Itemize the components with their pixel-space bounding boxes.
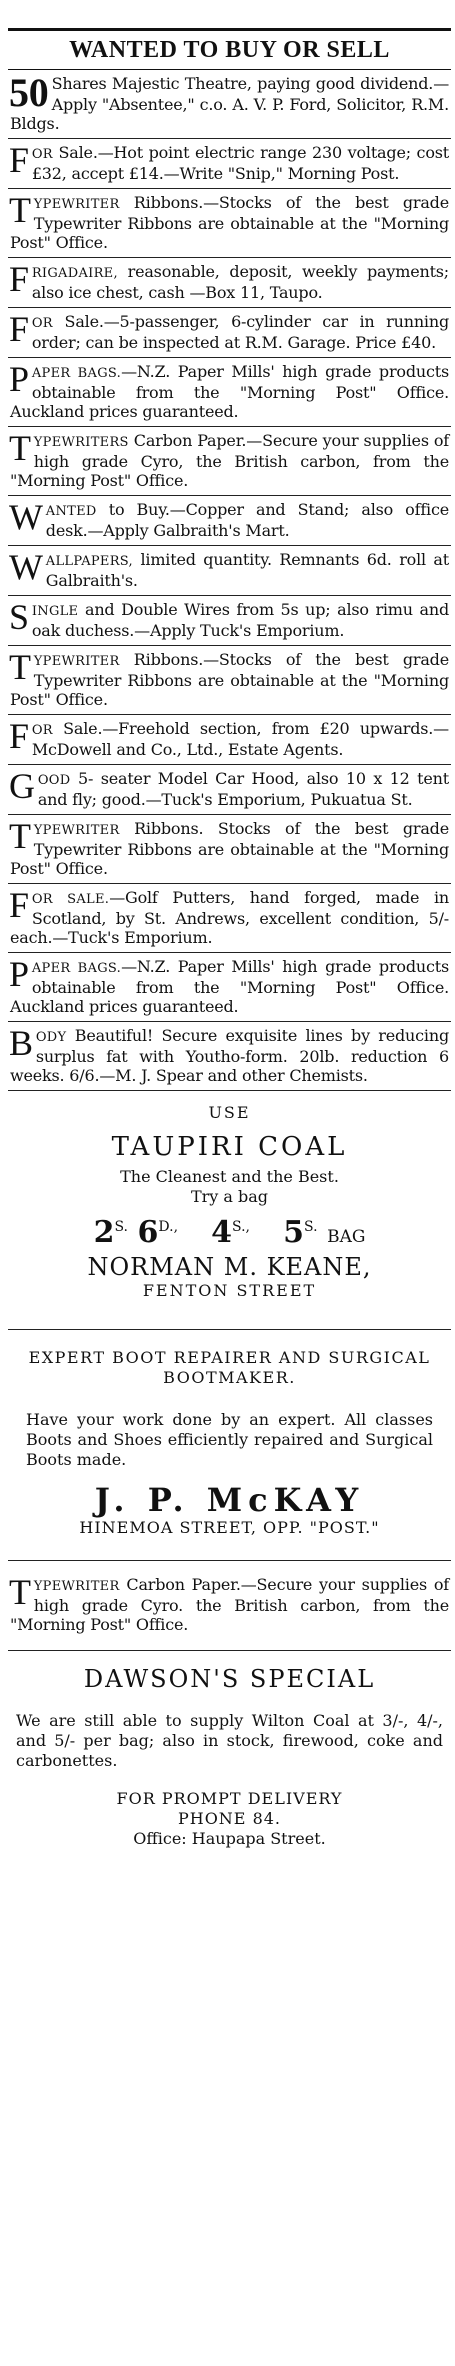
coal-price-3-value: 5 xyxy=(283,1215,304,1250)
ad-text: and Double Wires from 5s up; also rimu and oak duchess.—Apply Tuck's Emporium. xyxy=(31,600,449,640)
classified-ad xyxy=(8,70,451,139)
ad-initial: G xyxy=(9,766,35,806)
ad-first-word: YPEWRITER xyxy=(33,197,120,212)
classified-ad xyxy=(8,815,451,884)
ad-initial: T xyxy=(9,190,31,230)
ad-first-word: OR xyxy=(31,147,53,162)
dawson-advert xyxy=(8,1651,451,1859)
classified-ad xyxy=(8,765,451,815)
dawson-line-3: Office: Haupapa Street. xyxy=(133,1829,326,1848)
coal-seller: NORMAN M. KEANE, xyxy=(87,1253,372,1281)
classified-ad xyxy=(8,646,451,715)
dawson-body: We are still able to supply Wilton Coal at 3/-, 4/-, and 5/- per bag; also in stock, firewood, coke and carbonettes. xyxy=(16,1711,443,1770)
classified-ad xyxy=(8,427,451,496)
coal-price-1-unit: S. xyxy=(114,1219,128,1235)
ad-initial: P xyxy=(9,954,29,994)
ad-text: —Golf Putters, hand forged, made in Scotland, by St. Andrews, excellent condition, 5/- each.—Tuck's Emporium. xyxy=(10,888,449,947)
dawson-title: DAWSON'S SPECIAL xyxy=(83,1665,376,1693)
ad-initial: 50 xyxy=(9,70,49,115)
coal-tagline-1: The Cleanest and the Best. xyxy=(120,1167,339,1186)
boot-advert xyxy=(8,1330,451,1561)
classified-ad xyxy=(8,715,451,765)
boot-body: Have your work done by an expert. All classes Boots and Shoes efficiently repaired and Surgical Boots made. xyxy=(26,1410,433,1469)
dawson-line-2: PHONE 84. xyxy=(177,1809,282,1828)
ad-initial: W xyxy=(9,547,43,587)
ad-text: Sale.—Hot point electric range 230 voltage; cost £32, accept £14.—Write "Snip," Morning Post. xyxy=(31,143,449,183)
dawson-line-1: FOR PROMPT DELIVERY xyxy=(116,1789,343,1808)
ad-text: Ribbons.—Stocks of the best grade Typewriter Ribbons are obtainable at the "Morning Post" Office. xyxy=(10,193,449,252)
boot-title: EXPERT BOOT REPAIRER AND SURGICAL BOOTMAKER. xyxy=(28,1348,431,1387)
ad-initial: F xyxy=(9,259,29,299)
ad-text: 5- seater Model Car Hood, also 10 x 12 tent and fly; good.—Tuck's Emporium, Pukuatua St. xyxy=(37,769,449,809)
coal-prices xyxy=(12,1215,447,1250)
ad-initial: B xyxy=(9,1023,33,1063)
ad-text: Sale.—5-passenger, 6-cylinder car in running order; can be inspected at R.M. Garage. Price £40. xyxy=(31,312,449,352)
classified-ad xyxy=(8,596,451,646)
ad-first-word: ANTED xyxy=(45,504,97,519)
ad-text: reasonable, deposit, weekly payments; also ice chest, cash —Box 11, Taupo. xyxy=(31,262,449,302)
coal-price-1b-unit: D., xyxy=(158,1219,179,1235)
coal-brand: TAUPIRI COAL xyxy=(111,1132,348,1162)
ad-initial: P xyxy=(9,359,29,399)
classified-ad xyxy=(8,884,451,953)
coal-price-3-unit: S. xyxy=(303,1219,318,1235)
coal-price-1-value: 2 xyxy=(93,1215,115,1250)
classified-ad xyxy=(8,358,451,427)
classifieds-column xyxy=(8,0,451,1859)
ad-first-word: OR xyxy=(31,316,53,331)
ad-first-word: APER BAGS. xyxy=(31,961,122,976)
ad-first-word: YPEWRITER xyxy=(33,823,120,838)
classified-ad xyxy=(8,258,451,308)
ad-text: Sale.—Freehold section, from £20 upwards.—McDowell and Co., Ltd., Estate Agents. xyxy=(31,719,449,759)
ad-initial: T xyxy=(9,816,31,856)
classified-ad xyxy=(8,308,451,358)
ad-first-word: OR xyxy=(31,723,53,738)
classified-ad xyxy=(8,189,451,258)
ad-first-word: INGLE xyxy=(31,604,79,619)
coal-price-2 xyxy=(211,1215,251,1250)
ad-initial: F xyxy=(9,140,29,180)
ad-text: —N.Z. Paper Mills' high grade products obtainable from the "Morning Post" Office. Auckland prices guaranteed. xyxy=(10,362,450,421)
carbon-advert xyxy=(8,1561,451,1651)
coal-advert xyxy=(8,1091,451,1330)
ad-initial: S xyxy=(9,597,29,637)
ad-first-word: ODY xyxy=(35,1030,67,1045)
coal-price-3 xyxy=(283,1215,366,1250)
boot-address: HINEMOA STREET, OPP. "POST." xyxy=(79,1518,380,1537)
classified-ad xyxy=(8,496,451,546)
ad-text: to Buy.—Copper and Stand; also office desk.—Apply Galbraith's Mart. xyxy=(45,500,449,540)
ad-first-word: APER BAGS. xyxy=(31,366,122,381)
ad-first-word: ALLPAPERS, xyxy=(45,554,133,569)
ad-initial: T xyxy=(9,428,31,468)
ad-initial: T xyxy=(9,647,31,687)
coal-price-1 xyxy=(93,1215,179,1250)
classified-ad xyxy=(8,1022,451,1091)
ad-text: —N.Z. Paper Mills' high grade products obtainable from the "Morning Post" Office. Auckland prices guaranteed. xyxy=(10,957,450,1016)
classified-ad xyxy=(8,139,451,189)
coal-use: USE xyxy=(208,1103,251,1122)
ad-text: Ribbons. Stocks of the best grade Typewriter Ribbons are obtainable at the "Morning Post" Office. xyxy=(10,819,449,878)
carbon-text: Carbon Paper.—Secure your supplies of high grade Cyro. the British carbon, from the "Morning Post" Office. xyxy=(10,1575,449,1634)
ad-text: Beautiful! Secure exquisite lines by reducing surplus fat with Youtho-form. 20lb. reduction 6 weeks. 6/6.—M. J. Spear and other Chemists. xyxy=(10,1026,449,1085)
boot-name: J. P. McKAY xyxy=(94,1481,365,1519)
section-heading: WANTED TO BUY OR SELL xyxy=(8,28,451,70)
ad-text: limited quantity. Remnants 6d. roll at Galbraith's. xyxy=(45,550,449,590)
classified-ad xyxy=(8,953,451,1022)
ad-text: Ribbons.—Stocks of the best grade Typewriter Ribbons are obtainable at the "Morning Post" Office. xyxy=(10,650,449,709)
classified-ad xyxy=(8,546,451,596)
coal-tagline-2: Try a bag xyxy=(190,1187,269,1206)
ad-initial: W xyxy=(9,497,43,537)
carbon-initial: T xyxy=(9,1572,31,1612)
ads-list xyxy=(8,70,451,1091)
coal-price-1b-value: 6 xyxy=(137,1215,159,1250)
ad-first-word: OR SALE. xyxy=(31,892,110,907)
coal-price-2-value: 4 xyxy=(211,1215,233,1250)
ad-initial: F xyxy=(9,309,29,349)
carbon-first-word: YPEWRITER xyxy=(33,1579,120,1594)
coal-street: FENTON STREET xyxy=(142,1281,317,1300)
ad-initial: F xyxy=(9,885,29,925)
ad-text: Carbon Paper.—Secure your supplies of high grade Cyro, the British carbon, from the "Morning Post" Office. xyxy=(10,431,449,490)
ad-initial: F xyxy=(9,716,29,756)
ad-first-word: OOD xyxy=(37,773,71,788)
ad-text: Shares Majestic Theatre, paying good dividend.—Apply "Absentee," c.o. A. V. P. Ford, Solicitor, R.M. Bldgs. xyxy=(10,74,449,133)
ad-first-word: YPEWRITERS xyxy=(33,435,129,450)
ad-first-word: RIGADAIRE, xyxy=(31,266,118,281)
ad-first-word: YPEWRITER xyxy=(33,654,120,669)
coal-price-2-unit: S., xyxy=(232,1219,251,1235)
coal-bag-label: BAG xyxy=(327,1227,366,1247)
